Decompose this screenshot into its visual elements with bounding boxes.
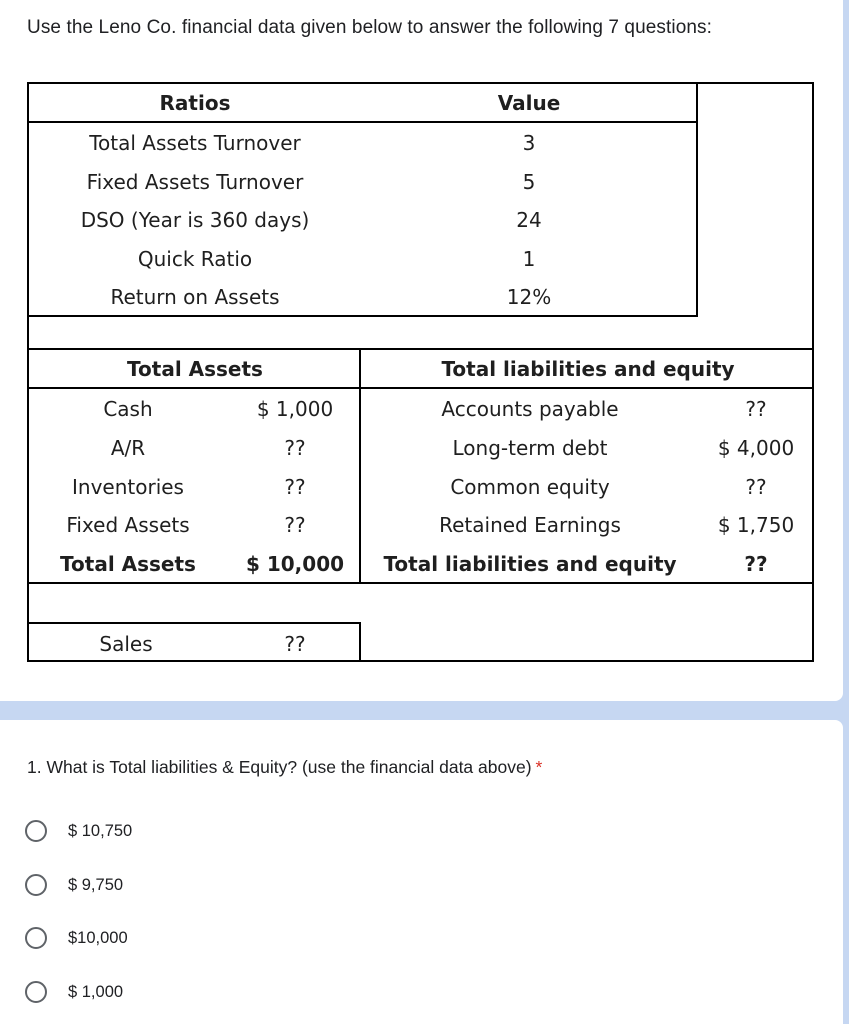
radio-circle-icon[interactable] [25,981,47,1003]
ratio-name: Quick Ratio [137,247,253,271]
ratio-value: 12% [506,285,552,309]
liability-name: Accounts payable [441,397,619,421]
ratio-value: 5 [522,170,536,194]
ratio-name: DSO (Year is 360 days) [80,208,310,232]
liability-value: ?? [745,475,767,499]
liability-value: $ 4,000 [717,436,795,460]
liabilities-header: Total liabilities and equity [441,357,735,381]
liability-name: Retained Earnings [439,513,621,537]
asset-value: ?? [284,436,306,460]
asset-name: Cash [103,397,153,421]
question-text: 1. What is Total liabilities & Equity? (use the financial data above) [27,757,532,777]
sales-value: ?? [284,632,306,656]
option-10750[interactable] [25,816,132,846]
option-9750[interactable] [25,870,123,900]
liability-name: Total liabilities and equity [383,552,677,576]
value-header: Value [497,91,561,115]
ratio-name: Return on Assets [110,285,280,309]
asset-value: ?? [284,513,306,537]
liability-value: $ 1,750 [717,513,795,537]
liability-name: Common equity [450,475,610,499]
asset-value: ?? [284,475,306,499]
liability-name: Long-term debt [452,436,608,460]
asset-value: $ 1,000 [256,397,334,421]
assets-header: Total Assets [127,357,263,381]
intro-text: Use the Leno Co. financial data given below to answer the following 7 questions: [27,17,713,38]
liability-value: ?? [744,552,768,576]
option-1000[interactable] [25,977,123,1007]
sales-label: Sales [99,632,153,656]
asset-name: Fixed Assets [66,513,190,537]
question-title [27,757,542,778]
asset-name: Total Assets [60,552,196,576]
option-10000[interactable] [25,923,128,953]
option-label: $ 1,000 [68,982,124,1001]
required-asterisk: * [535,757,543,777]
asset-value: $ 10,000 [245,552,345,576]
ratio-name: Fixed Assets Turnover [86,170,304,194]
radio-circle-icon[interactable] [25,874,47,896]
option-label: $ 10,750 [68,821,133,840]
ratio-value: 1 [522,247,536,271]
asset-name: Inventories [72,475,184,499]
ratios-header: Ratios [159,91,231,115]
ratio-name: Total Assets Turnover [89,131,301,155]
option-label: $10,000 [68,928,128,947]
radio-circle-icon[interactable] [25,820,47,842]
liability-value: ?? [745,397,767,421]
radio-circle-icon[interactable] [25,927,47,949]
option-label: $ 9,750 [68,875,124,894]
asset-name: A/R [110,436,146,460]
ratio-value: 3 [522,131,536,155]
ratio-value: 24 [516,208,542,232]
